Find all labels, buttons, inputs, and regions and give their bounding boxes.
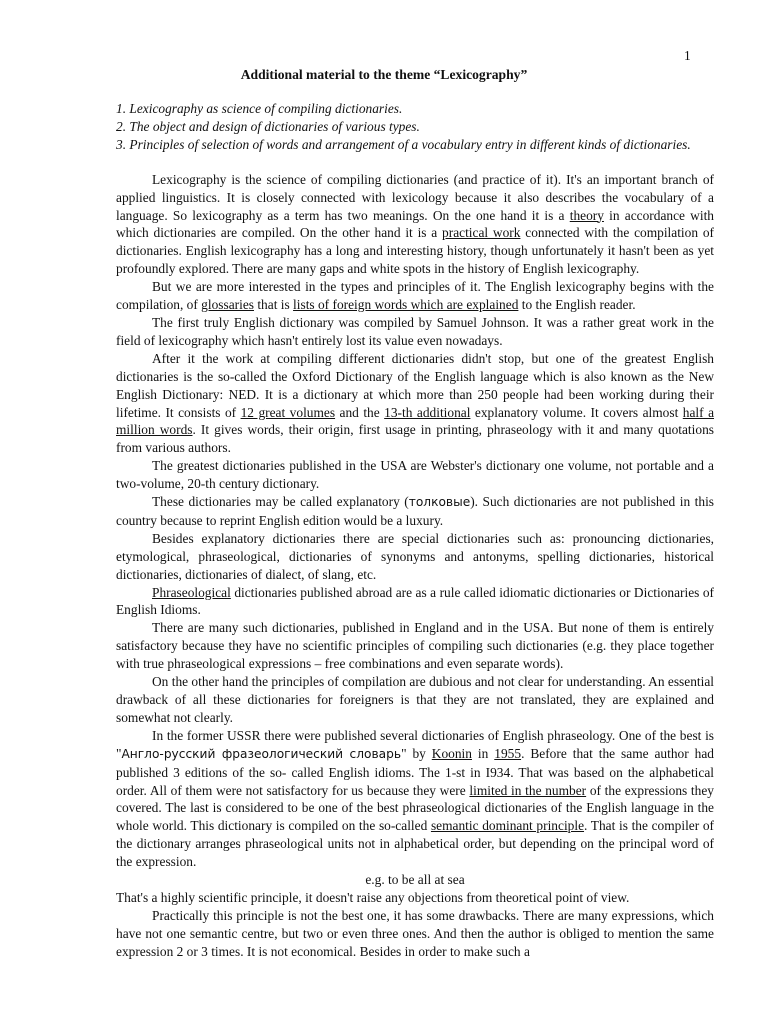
text: of the expressions they covered. The last is considered to be one of the best phraseological dictionaries of the English language in the whole world. This dictionary is compiled on the so-called bbox=[116, 782, 714, 834]
paragraph: That's a highly scientific principle, it doesn't raise any objections from theoretical point of view. bbox=[116, 889, 630, 905]
paragraph bbox=[116, 278, 714, 314]
topic-item: 1. Lexicography as science of compiling dictionaries. bbox=[116, 101, 403, 116]
paragraph bbox=[116, 584, 714, 620]
text: In the former USSR there were published several dictionaries of English phraseology. One of the best is " bbox=[116, 727, 714, 761]
text: and the bbox=[335, 404, 385, 420]
paragraph: On the other hand the principles of compilation are dubious and not clear for understanding. An essential drawback of all these dictionaries for foreigners is that they are not translated, they are explained and somewhat not clearly. bbox=[116, 674, 714, 725]
text: to the English reader. bbox=[518, 297, 636, 313]
text: These dictionaries may be called explanatory ( bbox=[152, 494, 409, 510]
text: After it the work at compiling different dictionaries didn't stop, but one of the greatest English dictionaries is the so-called the Oxford Dictionary of the English language which is also known as the New English Dictionary: NED. It is a dictionary at which more than 250 people had been working during their lifetime. It consists of bbox=[116, 350, 714, 420]
paragraph: Besides explanatory dictionaries there are special dictionaries such as: pronouncing dictionaries, etymological, phraseological, dictionaries of synonyms and antonyms, spelling dictionaries, historical dictionaries, dictionaries of dialect, of slang, etc. bbox=[116, 530, 714, 582]
underlined-term: 13-th additional bbox=[384, 404, 471, 420]
text: Lexicography is the science of compiling dictionaries (and practice of it). It's an important branch of applied linguistics. It is closely connected with lexicology because it also describes the vocabulary of a language. So lexicography as a term has two meanings. On the one hand it is a bbox=[116, 171, 714, 223]
underlined-term: theory bbox=[569, 207, 604, 223]
underlined-term: 1955 bbox=[494, 745, 522, 761]
underlined-term: limited in the number bbox=[469, 782, 587, 798]
paragraph bbox=[116, 171, 714, 278]
paragraph bbox=[116, 727, 714, 871]
underlined-term: glossaries bbox=[201, 297, 254, 313]
text: that is bbox=[253, 297, 294, 313]
text: connected with the compilation of dictionaries. English lexicography has a long and interesting history, though unfortunately it hasn't been as yet profoundly explored. There are many gaps and white spots in the history of English lexicography. bbox=[116, 225, 714, 277]
paragraph: There are many such dictionaries, published in England and in the USA. But none of them is entirely satisfactory because they have no scientific principles of compiling such dictionaries (e.g. they place together with true phraseological expressions – free combinations and even separate words). bbox=[116, 620, 714, 672]
underlined-term: Phraseological bbox=[152, 584, 231, 600]
page-number: 1 bbox=[684, 48, 691, 63]
text: explanatory volume. It covers almost bbox=[470, 404, 683, 420]
underlined-term: practical work bbox=[442, 225, 521, 241]
topic-item: 2. The object and design of dictionaries of various types. bbox=[116, 118, 420, 134]
document-title: Additional material to the theme “Lexicography” bbox=[240, 67, 528, 82]
underlined-term: 12 great volumes bbox=[240, 404, 336, 420]
paragraph: Practically this principle is not the best one, it has some drawbacks. There are many expressions, which have not one semantic centre, but two or even three ones. And then the author is obliged to mention the same expression 2 or 3 times. It is not economical. Besides in order to make such a bbox=[116, 907, 714, 959]
underlined-term: semantic dominant principle bbox=[430, 818, 585, 834]
cyrillic-title: Англо-русский фразеологический словарь bbox=[121, 746, 402, 761]
underlined-term: half a million words bbox=[116, 404, 715, 438]
example-line: e.g. to be all at sea bbox=[365, 872, 465, 888]
text: But we are more interested in the types and principles of it. The English lexicography begins with the compilation, of bbox=[116, 279, 714, 313]
paragraph bbox=[116, 350, 714, 457]
text: in accordance with which dictionaries are compiled. On the other hand it is a bbox=[116, 207, 714, 241]
paragraph bbox=[116, 493, 714, 530]
document-body bbox=[116, 100, 714, 961]
text: " by bbox=[401, 745, 432, 761]
topic-item: 3. Principles of selection of words and arrangement of a vocabulary entry in different kinds of dictionaries. bbox=[116, 136, 691, 152]
text: ). Such dictionaries are not published in this country because to reprint English edition would be a luxury. bbox=[116, 494, 715, 528]
text: . Before that the same author had published 3 editions of the so- called English idioms. The 1-st in I934. That was based on the alphabetical order. All of them were not satisfactory for us because they were bbox=[116, 745, 714, 798]
underlined-term: lists of foreign words which are explained bbox=[293, 297, 519, 313]
underlined-term: Koonin bbox=[431, 745, 472, 761]
text: dictionaries published abroad are as a rule called idiomatic dictionaries or Dictionaries of English Idioms. bbox=[116, 584, 714, 618]
paragraph: The greatest dictionaries published in the USA are Webster's dictionary one volume, not portable and a two-volume, 20-th century dictionary. bbox=[116, 458, 714, 492]
cyrillic-term: толковые bbox=[408, 495, 471, 510]
topic-list bbox=[116, 100, 714, 154]
text: . That is the compiler of the dictionary arranges phraseological units not in alphabetical order, but depending on the principal word of the expression. bbox=[116, 818, 715, 870]
paragraph: The first truly English dictionary was compiled by Samuel Johnson. It was a rather great work in the field of lexicography which hasn't entirely lost its value even nowadays. bbox=[116, 314, 714, 348]
text: . It gives words, their origin, first usage in printing, phraseology with it and many quotations from various authors. bbox=[116, 422, 714, 456]
text: in bbox=[471, 745, 495, 761]
